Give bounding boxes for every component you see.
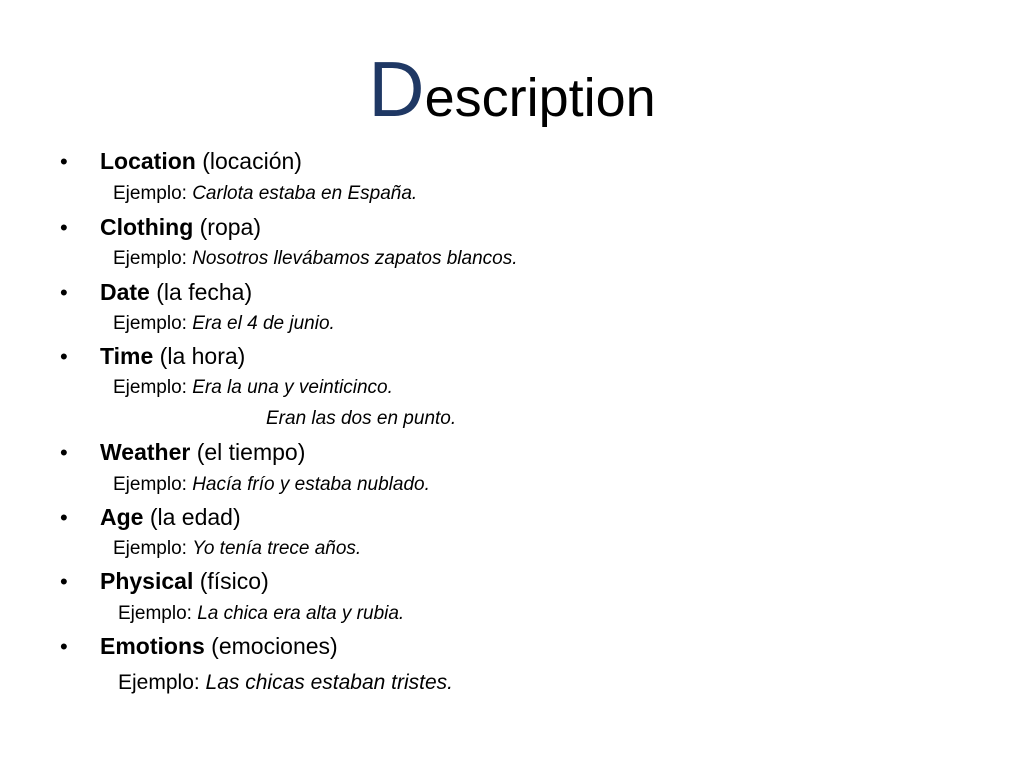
example-line [113, 314, 335, 333]
example-line [118, 604, 404, 623]
bullet-icon: • [60, 344, 68, 369]
example-label: Ejemplo: [113, 248, 187, 269]
bullet-item-emotions [60, 635, 338, 658]
bullet-term: Physical [100, 568, 194, 594]
bullet-item-location [60, 150, 302, 173]
bullet-term: Clothing [100, 214, 194, 240]
bullet-icon: • [60, 149, 68, 174]
title-rest: escription [424, 68, 656, 128]
example-line [113, 249, 518, 268]
example-line [113, 378, 393, 397]
example-line-continued [266, 409, 456, 428]
bullet-item-clothing [60, 216, 261, 239]
bullet-icon: • [60, 215, 68, 240]
example-text: Era el 4 de junio. [192, 313, 335, 334]
example-line [113, 184, 417, 203]
example-label: Ejemplo: [113, 183, 187, 204]
example-text: Yo tenía trece años. [192, 538, 362, 559]
bullet-translation: (la edad) [143, 504, 241, 530]
bullet-term: Location [100, 148, 196, 174]
bullet-icon: • [60, 280, 68, 305]
example-label: Ejemplo: [118, 603, 192, 624]
example-label: Ejemplo: [118, 671, 200, 694]
bullet-item-weather [60, 441, 305, 464]
bullet-translation: (la hora) [153, 343, 246, 369]
example-label: Ejemplo: [113, 377, 187, 398]
example-text: Hacía frío y estaba nublado. [192, 474, 430, 495]
bullet-icon: • [60, 634, 68, 659]
example-text: Las chicas estaban tristes. [205, 671, 454, 694]
example-text: Eran las dos en punto. [266, 408, 457, 429]
bullet-translation: (ropa) [193, 214, 261, 240]
bullet-icon: • [60, 569, 68, 594]
example-text: Era la una y veinticinco. [192, 377, 393, 398]
bullet-term: Time [100, 343, 154, 369]
bullet-term: Date [100, 279, 150, 305]
example-line [113, 475, 430, 494]
bullet-term: Weather [100, 439, 191, 465]
title-initial: D [368, 45, 425, 133]
bullet-term: Emotions [100, 633, 205, 659]
bullet-translation: (locación) [195, 148, 302, 174]
example-text: Nosotros llevábamos zapatos blancos. [192, 248, 518, 269]
bullet-term: Age [100, 504, 144, 530]
bullet-item-time [60, 345, 245, 368]
bullet-translation: (emociones) [204, 633, 338, 659]
example-label: Ejemplo: [113, 474, 187, 495]
example-label: Ejemplo: [113, 313, 187, 334]
bullet-item-physical [60, 570, 269, 593]
example-line [118, 672, 453, 693]
example-line [113, 539, 361, 558]
example-label: Ejemplo: [113, 538, 187, 559]
bullet-translation: (el tiempo) [190, 439, 306, 465]
bullet-item-date [60, 281, 252, 304]
bullet-item-age [60, 506, 241, 529]
bullet-icon: • [60, 505, 68, 530]
bullet-translation: (la fecha) [149, 279, 253, 305]
example-text: La chica era alta y rubia. [197, 603, 405, 624]
bullet-translation: (físico) [193, 568, 269, 594]
example-text: Carlota estaba en España. [192, 183, 418, 204]
bullet-icon: • [60, 440, 68, 465]
